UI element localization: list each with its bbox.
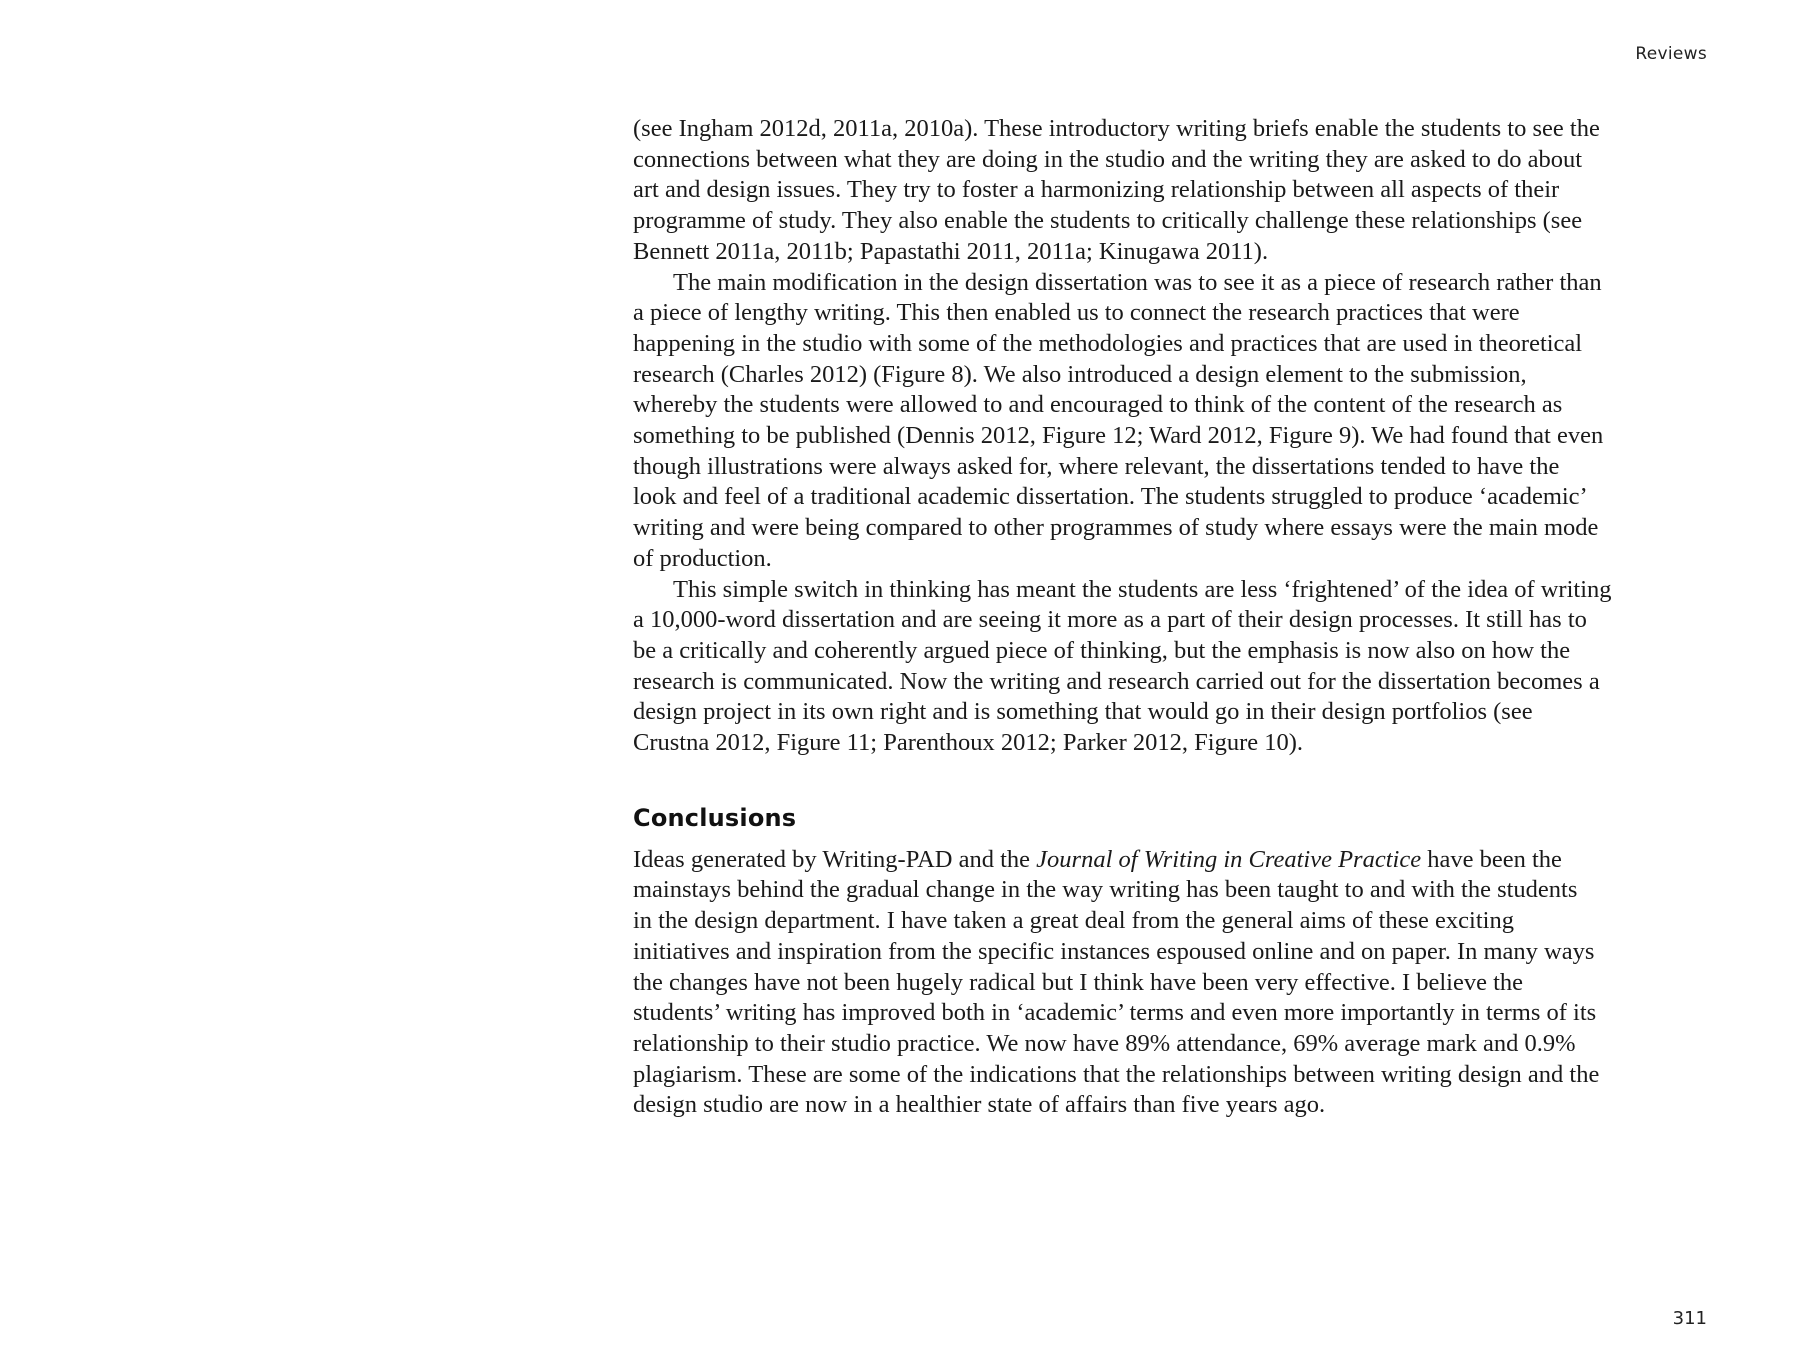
text-line: research (Charles 2012) (Figure 8). We also introduced a design element to the submission, — [633, 360, 1527, 388]
text-line: in the design department. I have taken a great deal from the general aims of these exciting — [633, 907, 1514, 935]
text-line: mainstays behind the gradual change in the way writing has been taught to and with the students — [633, 876, 1578, 904]
text-line: students’ writing has improved both in ‘academic’ terms and even more importantly in terms of its — [633, 999, 1597, 1027]
text-line: Bennett 2011a, 2011b; Papastathi 2011, 2011a; Kinugawa 2011). — [633, 237, 1269, 265]
text-line: relationship to their studio practice. We now have 89% attendance, 69% average mark and 0.9% — [633, 1029, 1576, 1057]
text-line: The main modification in the design dissertation was to see it as a piece of research rather than — [673, 268, 1602, 296]
text-line: plagiarism. These are some of the indications that the relationships between writing design and the — [633, 1060, 1600, 1088]
text-line: whereby the students were allowed to and encouraged to think of the content of the research as — [633, 391, 1563, 419]
text-line: design project in its own right and is something that would go in their design portfolios (see — [633, 698, 1533, 726]
text-line: art and design issues. They try to foster a harmonizing relationship between all aspects of their — [633, 176, 1560, 204]
text-run: Ideas generated by Writing-PAD and the — [633, 845, 1037, 873]
paragraph-2 — [633, 268, 1705, 575]
text-line: This simple switch in thinking has meant the students are less ‘frightened’ of the idea of writing — [673, 575, 1612, 603]
text-line: the changes have not been hugely radical but I think have been very effective. I believe the — [633, 968, 1524, 996]
running-head: Reviews — [1635, 44, 1707, 64]
text-line: a piece of lengthy writing. This then enabled us to connect the research practices that were — [633, 299, 1520, 327]
text-line: design studio are now in a healthier state of affairs than five years ago. — [633, 1091, 1326, 1119]
text-line: a 10,000-word dissertation and are seeing it more as a part of their design processes. It still has to — [633, 606, 1587, 634]
body-text — [633, 114, 1705, 1121]
text-line: writing and were being compared to other programmes of study where essays were the main mode — [633, 514, 1599, 542]
text-line: something to be published (Dennis 2012, Figure 12; Ward 2012, Figure 9). We had found that even — [633, 422, 1604, 450]
text-line: look and feel of a traditional academic dissertation. The students struggled to produce ‘academic’ — [633, 483, 1588, 511]
text-line: of production. — [633, 544, 772, 572]
text-line: connections between what they are doing in the studio and the writing they are asked to do about — [633, 145, 1583, 173]
conclusions-heading: Conclusions — [633, 803, 797, 832]
text-line: be a critically and coherently argued piece of thinking, but the emphasis is now also on how the — [633, 636, 1571, 664]
paragraph-3 — [633, 575, 1705, 759]
journal-title: Journal of Writing in Creative Practice — [1036, 845, 1422, 873]
text-line: Crustna 2012, Figure 11; Parenthoux 2012; Parker 2012, Figure 10). — [633, 729, 1304, 757]
text-run: have been the — [1421, 845, 1562, 873]
conclusions-paragraph — [633, 845, 1705, 1121]
text-line: initiatives and inspiration from the specific instances espoused online and on paper. In many ways — [633, 937, 1595, 965]
text-line: (see Ingham 2012d, 2011a, 2010a). These introductory writing briefs enable the students to see the — [633, 115, 1600, 142]
text-line: programme of study. They also enable the students to critically challenge these relationships (see — [633, 207, 1583, 235]
text-line: though illustrations were always asked for, where relevant, the dissertations tended to have the — [633, 452, 1560, 480]
text-line — [633, 845, 1705, 876]
text-line: happening in the studio with some of the methodologies and practices that are used in theoretical — [633, 329, 1583, 357]
page-number: 311 — [1672, 1308, 1707, 1329]
paragraph-1 — [633, 114, 1705, 268]
text-line: research is communicated. Now the writing and research carried out for the dissertation becomes a — [633, 667, 1600, 695]
